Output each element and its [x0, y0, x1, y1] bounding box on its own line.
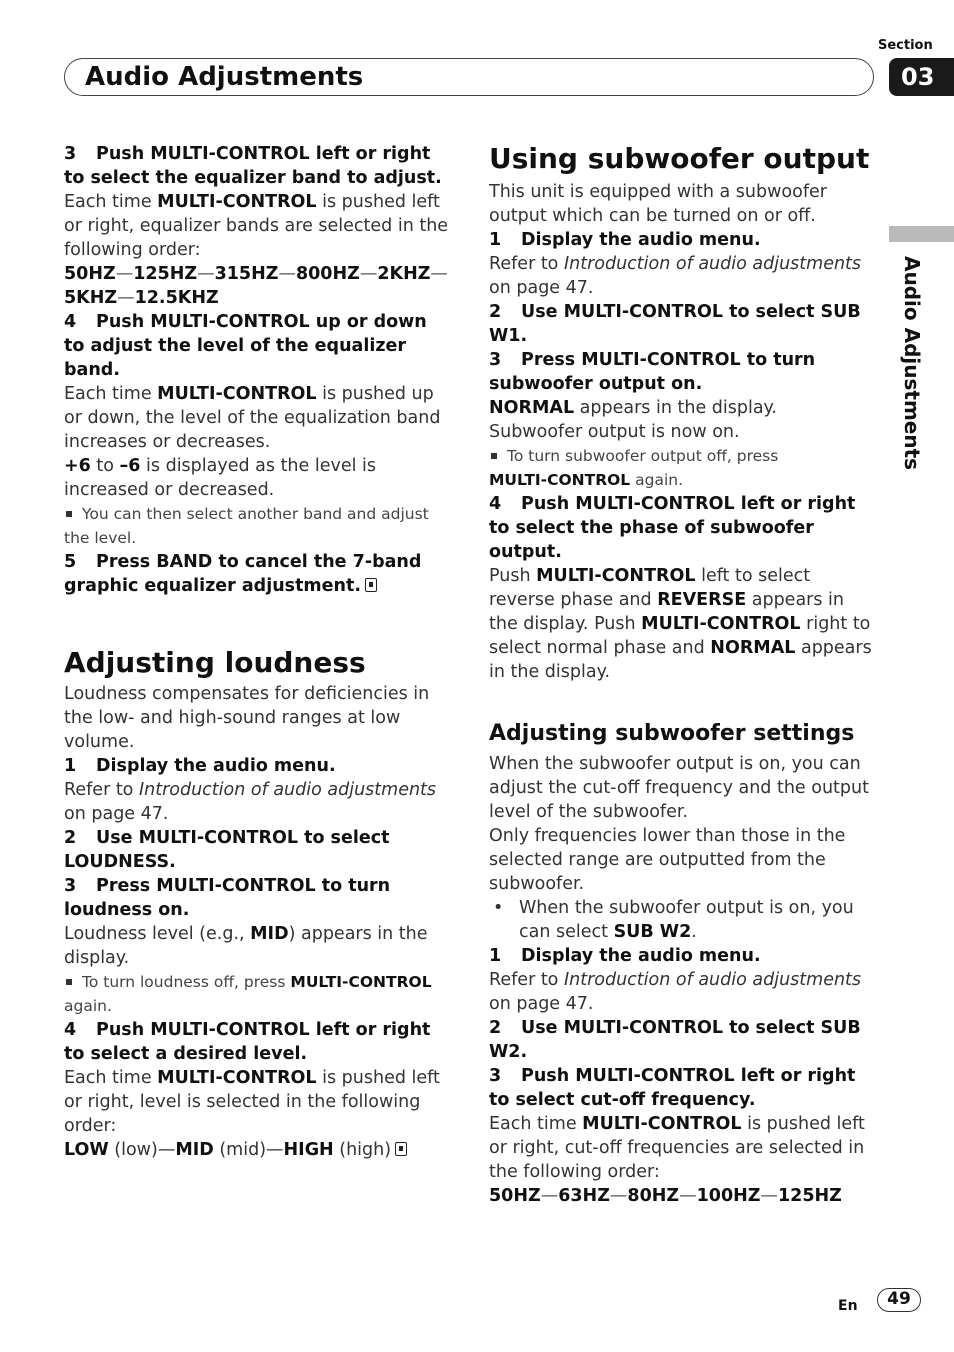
sub-set-step-3: [489, 1064, 874, 1208]
page-title: Audio Adjustments: [85, 62, 364, 92]
page-number: 49: [877, 1288, 921, 1312]
sub-out-step-1: [489, 228, 874, 300]
step-body: Each time MULTI-CONTROL is pushed up or down, the level of the equalization band increases or decreases.: [64, 384, 441, 452]
step-number: 3: [64, 876, 77, 896]
end-mark-icon: [365, 578, 377, 592]
step-title: Display the audio menu.: [521, 946, 761, 966]
step-number: 1: [64, 756, 77, 776]
step-number: 2: [489, 1018, 502, 1038]
loudness-step-3: [64, 874, 449, 1018]
step-number: 5: [64, 552, 77, 572]
note: To turn subwoofer output off, press MULTI-CONTROL again.: [489, 447, 779, 489]
step-title: Use MULTI-CONTROL to select LOUDNESS.: [64, 828, 390, 872]
sub-out-step-2: [489, 300, 874, 348]
sub-out-step-3: [489, 348, 874, 492]
note-square-icon: [491, 453, 497, 459]
cutoff-frequency-sequence: 50HZ—63HZ—80HZ—100HZ—125HZ: [489, 1186, 842, 1206]
step-body: Loudness level (e.g., MID) appears in the display.: [64, 924, 428, 968]
bullet-item: • When the subwoofer output is on, you can select SUB W2.: [489, 896, 874, 944]
step-body: Refer to Introduction of audio adjustments on page 47.: [64, 780, 437, 824]
step-body: Refer to Introduction of audio adjustments on page 47.: [489, 970, 862, 1014]
heading-adjusting-loudness: Adjusting loudness: [64, 646, 366, 679]
step-body: Each time MULTI-CONTROL is pushed left or right, cut-off frequencies are selected in the following order:: [489, 1114, 865, 1182]
sub-settings-intro-2: Only frequencies lower than those in the selected range are outputted from the subwoofer.: [489, 826, 846, 894]
note: To turn loudness off, press MULTI-CONTROL again.: [64, 973, 432, 1015]
step-number: 3: [489, 1066, 502, 1086]
step-number: 3: [64, 144, 77, 164]
level-range-text: +6 to –6 is displayed as the level is increased or decreased.: [64, 456, 377, 500]
sub-set-step-1: [489, 944, 874, 1016]
loudness-step-1: [64, 754, 449, 826]
step-body: Each time MULTI-CONTROL is pushed left or right, level is selected in the following order:: [64, 1068, 440, 1136]
eq-step-4: [64, 310, 449, 550]
heading-adjusting-subwoofer-settings: Adjusting subwoofer settings: [489, 721, 855, 746]
step-body: Refer to Introduction of audio adjustments on page 47.: [489, 254, 862, 298]
step-title: Use MULTI-CONTROL to select SUB W1.: [489, 302, 861, 346]
language-label: En: [838, 1298, 858, 1314]
loudness-intro: Loudness compensates for deficiencies in the low- and high-sound ranges at low volume.: [64, 684, 430, 752]
step-number: 2: [64, 828, 77, 848]
note: You can then select another band and adjust the level.: [64, 505, 429, 547]
step-number: 1: [489, 230, 502, 250]
section-number-tab: 03: [889, 58, 954, 96]
heading-using-subwoofer-output: Using subwoofer output: [489, 142, 870, 175]
sub-settings-intro-1: When the subwoofer output is on, you can adjust the cut-off frequency and the output level of the subwoofer.: [489, 754, 869, 822]
step-body: Each time MULTI-CONTROL is pushed left or right, equalizer bands are selected in the following order:: [64, 192, 449, 260]
step-title: Use MULTI-CONTROL to select SUB W2.: [489, 1018, 861, 1062]
side-section-label: Audio Adjustments: [900, 256, 924, 471]
eq-step-3: [64, 142, 449, 310]
section-label: Section: [878, 38, 933, 53]
subwoofer-intro: This unit is equipped with a subwoofer output which can be turned on or off.: [489, 182, 827, 226]
step-title: Push MULTI-CONTROL left or right to select a desired level.: [64, 1020, 431, 1064]
step-title: Push MULTI-CONTROL up or down to adjust the level of the equalizer band.: [64, 312, 427, 380]
step-number: 2: [489, 302, 502, 322]
loudness-step-2: [64, 826, 449, 874]
sub-set-step-2: [489, 1016, 874, 1064]
step-title: Push MULTI-CONTROL left or right to select the phase of subwoofer output.: [489, 494, 856, 562]
loudness-level-sequence: LOW (low)—MID (mid)—HIGH (high): [64, 1138, 449, 1162]
header-bar: [64, 58, 874, 96]
step-title: Press BAND to cancel the 7-band graphic equalizer adjustment.: [64, 552, 422, 596]
step-number: 4: [64, 312, 77, 332]
step-title: Press MULTI-CONTROL to turn subwoofer output on.: [489, 350, 816, 394]
step-number: 1: [489, 946, 502, 966]
sub-out-step-4: [489, 492, 874, 684]
end-mark-icon: [395, 1142, 407, 1156]
step-title: Display the audio menu.: [521, 230, 761, 250]
right-column: [489, 142, 874, 1208]
step-title: Push MULTI-CONTROL left or right to select the equalizer band to adjust.: [64, 144, 442, 188]
note-square-icon: [66, 979, 72, 985]
bullet-dot-icon: •: [493, 898, 504, 918]
left-column: [64, 142, 449, 1162]
step-number: 3: [489, 350, 502, 370]
step-body: Push MULTI-CONTROL left to select reverse phase and REVERSE appears in the display. Push MULTI-CONTROL right to select normal phase and NORMAL appears in the display.: [489, 566, 872, 682]
step-title: Press MULTI-CONTROL to turn loudness on.: [64, 876, 391, 920]
side-tab-marker: [889, 226, 954, 242]
step-number: 4: [64, 1020, 77, 1040]
step-title: Display the audio menu.: [96, 756, 336, 776]
step-body: NORMAL appears in the display. Subwoofer output is now on.: [489, 398, 777, 442]
step-number: 4: [489, 494, 502, 514]
note-square-icon: [66, 511, 72, 517]
step-title: Push MULTI-CONTROL left or right to select cut-off frequency.: [489, 1066, 856, 1110]
eq-band-sequence: 50HZ—125HZ—315HZ—800HZ—2KHZ— 5KHZ—12.5KHZ: [64, 264, 448, 308]
loudness-step-4: [64, 1018, 449, 1162]
eq-step-5: [64, 550, 449, 598]
